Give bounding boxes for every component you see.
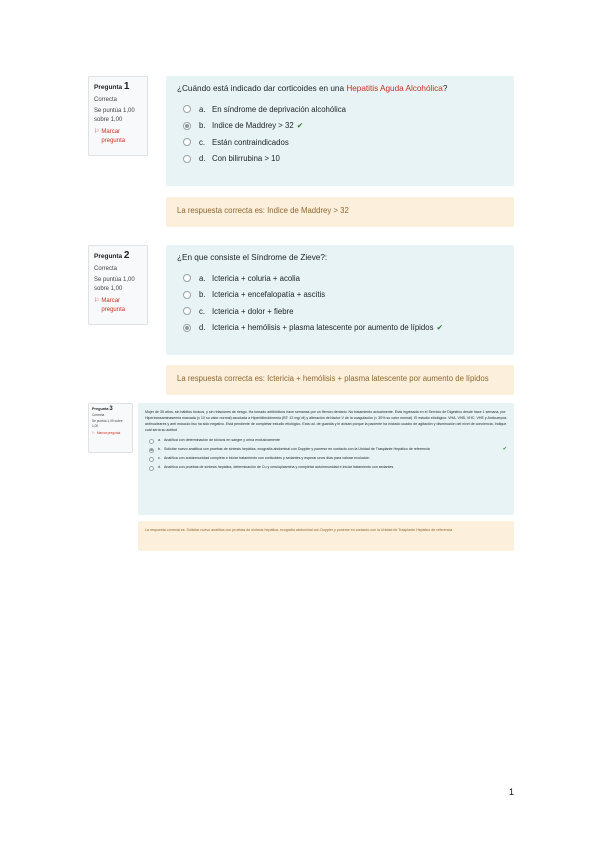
question-grade: Se puntúa 1,00 sobre 1,00 — [94, 108, 135, 123]
answer-letter: a. — [199, 104, 206, 114]
radio-icon[interactable] — [183, 138, 191, 146]
answer-option-a[interactable] — [145, 438, 507, 444]
radio-icon[interactable] — [183, 105, 191, 113]
question-number: 1 — [123, 81, 130, 92]
flag-label: Marcar pregunta — [101, 298, 126, 313]
check-icon: ✔ — [502, 446, 507, 452]
feedback-correct-answer: La respuesta correcta es: Ictericia + hemólisis + plasma latescente por aumento de lípidos — [166, 365, 514, 395]
answer-option-a[interactable] — [177, 101, 503, 118]
radio-icon[interactable] — [183, 155, 191, 163]
flag-question-link[interactable] — [92, 431, 129, 436]
question-info — [88, 403, 133, 453]
page-number: 1 — [509, 787, 515, 797]
question-grade: Se puntúa 1,00 sobre 1,00 — [92, 419, 123, 428]
radio-icon[interactable] — [183, 122, 191, 130]
question-text: ¿En que consiste el Síndrome de Zieve?: — [177, 253, 328, 262]
answer-letter: a. — [158, 438, 161, 442]
radio-icon[interactable] — [149, 466, 154, 471]
answer-letter: c. — [158, 456, 161, 460]
answer-text: Analítica con determinación de tóxicos en sangre y orina exclusivamente — [164, 438, 280, 442]
answer-option-a[interactable] — [177, 270, 503, 287]
radio-icon[interactable] — [183, 291, 191, 299]
answer-letter: d. — [158, 465, 161, 469]
answer-text: En síndrome de deprivación alcohólica — [212, 104, 346, 114]
answer-text: Solicitar nuevo analítica con pruebas de síntesis hepática, ecografía abdominal con Doppler y ponerse en contacto con la Unidad de Trasplante Hepático de referencia — [164, 447, 430, 451]
answer-option-d[interactable] — [145, 465, 507, 471]
answer-letter: c. — [199, 306, 206, 316]
answer-letter: d. — [199, 323, 206, 333]
question-label: Pregunta — [94, 84, 123, 91]
answer-option-c[interactable] — [177, 303, 503, 320]
question-text: Mujer de 35 años, sin hábitos tóxicos, y sin relaciones de riesgo. Ha tomado antibióticos hace semanas por un flemón dentario. No tratamiento actualmente. Está ingresada en el Servicio de Digestivo desde hace 1 semana, por Hipertransaminasemia marcada (x 10 su valor normal) asociada a Hiperbilirrubinemia (BT: 12 mg/ dl) y alteración del factor V de la coagulación (< 30% su valor normal). El estudio etiológico: VHA, VHB, VHC, VHE y Anticuerpos antinucleares y anti músculo liso ha sido negativo. Está pendiente de completar estudio etiológico. Esta ud. de guardia y le avisan porque la paciente ha iniciado cuadro de agitación y disminución del nivel de conciencia. Indique cuál sería su actitud — [145, 410, 507, 432]
question-text-highlight: Hepatitis Aguda Alcohólica — [346, 84, 443, 93]
flag-icon: ⚐ — [94, 129, 100, 135]
answer-text: Indice de Maddrey > 32 — [212, 121, 294, 131]
feedback-correct-answer: La respuesta correcta es: Solicitar nuevo analítica con pruebas de síntesis hepática, ecografía abdominal con Doppler y ponerse en contacto con la Unidad de Trasplante Hepático de referencia — [138, 521, 514, 551]
radio-icon[interactable] — [183, 307, 191, 315]
feedback-correct-answer: La respuesta correcta es: Indice de Maddrey > 32 — [166, 197, 514, 227]
question-number: 3 — [109, 406, 113, 412]
answer-text: Ictericia + encefalopatía + ascitis — [212, 290, 326, 300]
check-icon: ✔ — [436, 323, 444, 333]
answer-letter: d. — [199, 154, 206, 164]
question-number: 2 — [123, 250, 130, 261]
answer-text: Ictericia + dolor + fiebre — [212, 306, 294, 316]
answer-text: Analítica con autoinmunidad completa e iniciar tratamiento con corticoides y sedantes y esperar unos días para valorar evolución — [164, 456, 370, 460]
question-state: Correcta — [92, 413, 105, 417]
question-text-part: ¿Cuándo está indicado dar corticoides en una — [177, 84, 347, 93]
answer-text: Están contraindicados — [212, 137, 289, 147]
question-text-part: ? — [442, 84, 448, 93]
answer-option-b[interactable] — [177, 287, 503, 304]
flag-question-link[interactable] — [94, 128, 142, 145]
question-state: Correcta — [94, 265, 118, 272]
check-icon: ✔ — [296, 121, 304, 131]
question-label: Pregunta — [94, 253, 123, 260]
answer-option-d[interactable] — [177, 320, 503, 337]
answer-option-d[interactable] — [177, 151, 503, 168]
flag-question-link[interactable] — [94, 297, 142, 314]
answer-option-c[interactable] — [145, 456, 507, 462]
question-text — [177, 84, 503, 93]
question-info — [88, 76, 148, 156]
radio-icon[interactable] — [149, 448, 154, 453]
question-grade: Se puntúa 1,00 sobre 1,00 — [94, 277, 135, 292]
answer-letter: b. — [199, 290, 206, 300]
answer-letter: c. — [199, 137, 206, 147]
radio-icon[interactable] — [149, 457, 154, 462]
question-label: Pregunta — [92, 407, 109, 411]
answer-letter: b. — [158, 447, 161, 451]
question-content — [166, 245, 514, 355]
answer-letter: a. — [199, 273, 206, 283]
answer-option-b[interactable] — [145, 447, 507, 453]
question-state: Correcta — [94, 96, 118, 103]
answer-text: Con bilirrubina > 10 — [212, 154, 280, 164]
radio-icon[interactable] — [183, 274, 191, 282]
flag-label: Marcar pregunta — [96, 431, 121, 435]
question-content — [166, 76, 514, 186]
flag-icon: ⚐ — [92, 431, 95, 435]
question-content — [138, 403, 514, 515]
radio-icon[interactable] — [183, 324, 191, 332]
answer-option-c[interactable] — [177, 134, 503, 151]
flag-label: Marcar pregunta — [101, 129, 126, 144]
answer-text: Analítica con pruebas de síntesis hepática, determinación de Cu y ceruloplasmina y completar autoinmunidad e iniciar tratamiento con sedantes — [164, 465, 394, 469]
flag-icon: ⚐ — [94, 298, 100, 304]
answer-option-b[interactable] — [177, 118, 503, 135]
answer-text: Ictericia + hemólisis + plasma latescente por aumento de lípidos — [212, 323, 434, 333]
radio-icon[interactable] — [149, 439, 154, 444]
answer-letter: b. — [199, 121, 206, 131]
question-info — [88, 245, 148, 325]
answer-text: Ictericia + coluria + acolia — [212, 273, 300, 283]
